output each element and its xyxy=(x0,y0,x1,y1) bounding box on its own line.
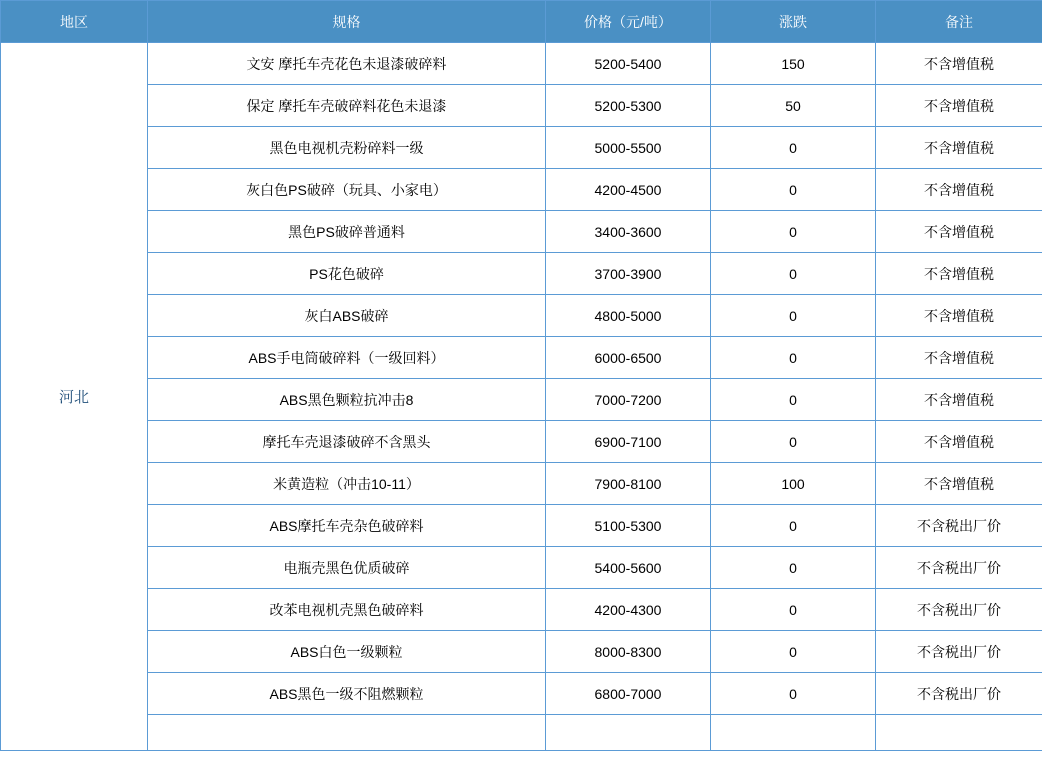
table-header xyxy=(1,1,1042,43)
change-cell xyxy=(711,715,876,751)
change-cell: 0 xyxy=(711,337,876,379)
spec-cell: ABS摩托车壳杂色破碎料 xyxy=(148,505,546,547)
header-row xyxy=(1,1,1042,43)
remark-cell: 不含增值税 xyxy=(876,85,1042,127)
price-cell: 8000-8300 xyxy=(546,631,711,673)
header-spec: 规格 xyxy=(148,1,546,43)
price-cell xyxy=(546,715,711,751)
spec-cell: 电瓶壳黑色优质破碎 xyxy=(148,547,546,589)
table-row xyxy=(1,295,1042,337)
price-cell: 3400-3600 xyxy=(546,211,711,253)
change-cell: 0 xyxy=(711,673,876,715)
price-cell: 5400-5600 xyxy=(546,547,711,589)
remark-cell: 不含税出厂价 xyxy=(876,505,1042,547)
header-price: 价格（元/吨） xyxy=(546,1,711,43)
change-cell: 0 xyxy=(711,631,876,673)
change-cell: 50 xyxy=(711,85,876,127)
remark-cell: 不含增值税 xyxy=(876,379,1042,421)
change-cell: 0 xyxy=(711,169,876,211)
change-cell: 0 xyxy=(711,421,876,463)
price-cell: 5200-5300 xyxy=(546,85,711,127)
table-row xyxy=(1,85,1042,127)
price-cell: 7900-8100 xyxy=(546,463,711,505)
table-row xyxy=(1,169,1042,211)
change-cell: 100 xyxy=(711,463,876,505)
spec-cell: 摩托车壳退漆破碎不含黑头 xyxy=(148,421,546,463)
spec-cell: 米黄造粒（冲击10-11） xyxy=(148,463,546,505)
table-row xyxy=(1,253,1042,295)
change-cell: 0 xyxy=(711,505,876,547)
table-row xyxy=(1,211,1042,253)
spec-cell: 灰白色PS破碎（玩具、小家电） xyxy=(148,169,546,211)
table-row xyxy=(1,463,1042,505)
price-cell: 5000-5500 xyxy=(546,127,711,169)
remark-cell: 不含税出厂价 xyxy=(876,547,1042,589)
spec-cell: PS花色破碎 xyxy=(148,253,546,295)
table-row xyxy=(1,715,1042,751)
spec-cell: 黑色PS破碎普通料 xyxy=(148,211,546,253)
remark-cell: 不含增值税 xyxy=(876,169,1042,211)
spec-cell: ABS白色一级颗粒 xyxy=(148,631,546,673)
header-remark: 备注 xyxy=(876,1,1042,43)
table-row xyxy=(1,43,1042,85)
price-cell: 3700-3900 xyxy=(546,253,711,295)
spec-cell: ABS黑色颗粒抗冲击8 xyxy=(148,379,546,421)
price-cell: 4200-4300 xyxy=(546,589,711,631)
price-cell: 4200-4500 xyxy=(546,169,711,211)
remark-cell: 不含增值税 xyxy=(876,295,1042,337)
remark-cell xyxy=(876,715,1042,751)
header-region: 地区 xyxy=(1,1,148,43)
table-row xyxy=(1,673,1042,715)
price-cell: 6800-7000 xyxy=(546,673,711,715)
remark-cell: 不含税出厂价 xyxy=(876,631,1042,673)
spec-cell: 黑色电视机壳粉碎料一级 xyxy=(148,127,546,169)
remark-cell: 不含增值税 xyxy=(876,211,1042,253)
table-row xyxy=(1,547,1042,589)
remark-cell: 不含增值税 xyxy=(876,43,1042,85)
spec-cell: ABS黑色一级不阻燃颗粒 xyxy=(148,673,546,715)
table-row xyxy=(1,127,1042,169)
region-cell: 河北 xyxy=(1,43,148,751)
remark-cell: 不含增值税 xyxy=(876,337,1042,379)
change-cell: 0 xyxy=(711,253,876,295)
table-row xyxy=(1,337,1042,379)
remark-cell: 不含税出厂价 xyxy=(876,673,1042,715)
price-cell: 4800-5000 xyxy=(546,295,711,337)
remark-cell: 不含税出厂价 xyxy=(876,589,1042,631)
table-row xyxy=(1,421,1042,463)
change-cell: 0 xyxy=(711,295,876,337)
spec-cell: ABS手电筒破碎料（一级回料） xyxy=(148,337,546,379)
spec-cell xyxy=(148,715,546,751)
change-cell: 0 xyxy=(711,547,876,589)
remark-cell: 不含增值税 xyxy=(876,253,1042,295)
remark-cell: 不含增值税 xyxy=(876,127,1042,169)
change-cell: 0 xyxy=(711,211,876,253)
table-row xyxy=(1,589,1042,631)
change-cell: 0 xyxy=(711,379,876,421)
price-cell: 7000-7200 xyxy=(546,379,711,421)
table-row xyxy=(1,379,1042,421)
table-row xyxy=(1,505,1042,547)
spec-cell: 保定 摩托车壳破碎料花色未退漆 xyxy=(148,85,546,127)
spec-cell: 文安 摩托车壳花色未退漆破碎料 xyxy=(148,43,546,85)
price-cell: 6000-6500 xyxy=(546,337,711,379)
remark-cell: 不含增值税 xyxy=(876,421,1042,463)
price-cell: 5100-5300 xyxy=(546,505,711,547)
remark-cell: 不含增值税 xyxy=(876,463,1042,505)
table-body xyxy=(1,43,1042,751)
spec-cell: 灰白ABS破碎 xyxy=(148,295,546,337)
change-cell: 0 xyxy=(711,127,876,169)
table-row xyxy=(1,631,1042,673)
change-cell: 0 xyxy=(711,589,876,631)
header-change: 涨跌 xyxy=(711,1,876,43)
change-cell: 150 xyxy=(711,43,876,85)
price-cell: 5200-5400 xyxy=(546,43,711,85)
spec-cell: 改苯电视机壳黑色破碎料 xyxy=(148,589,546,631)
price-cell: 6900-7100 xyxy=(546,421,711,463)
